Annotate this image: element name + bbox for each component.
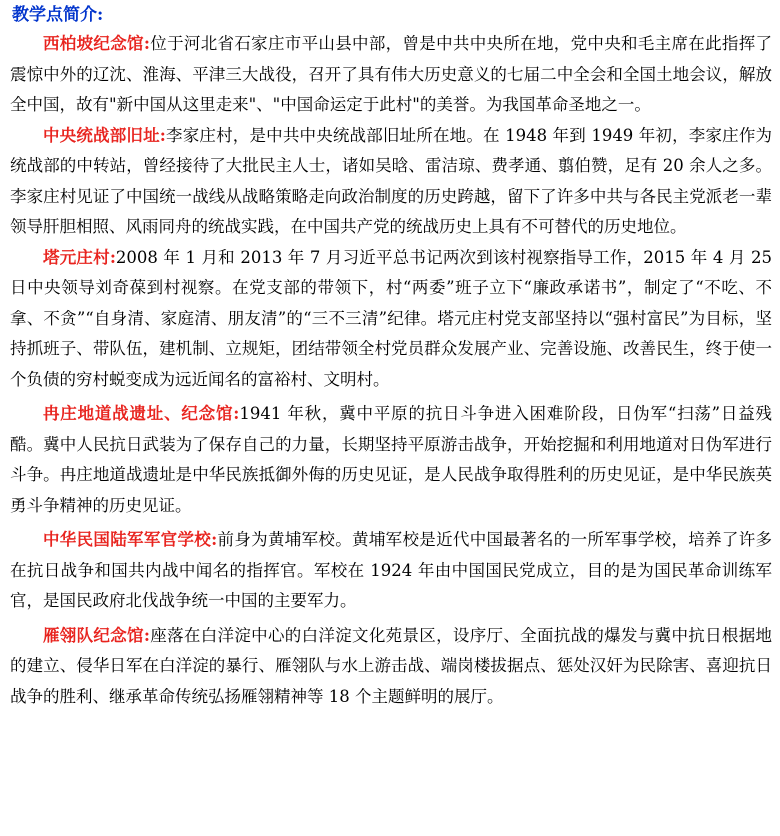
section-tayuanzhuang — [10, 243, 772, 396]
section-text: 位于河北省石家庄市平山县中部，曾是中共中央所在地，党中央和毛主席在此指挥了震惊中外的辽沈、淮海、平津三大战役，召开了具有伟大历史意义的七届二中全会和全国土地会议，解放全中国，故有"新中国从这里走来"、"中国命运定于此村"的美誉。为我国革命圣地之一。 — [10, 34, 773, 114]
section-title: 中央统战部旧址: — [43, 125, 166, 145]
section-title: 中华民国陆军军官学校: — [43, 530, 218, 549]
page-heading: 教学点简介: — [12, 5, 104, 25]
section-text: 1941 年秋，冀中平原的抗日斗争进入困难阶段，日伪军“扫荡”日益残酷。冀中人民抗日武装为了保存自己的力量，长期坚持平原游击战争，开始挖掘和利用地道对日伪军进行斗争。冉庄地道战遗址是中华民族抵御外侮的历史见证，是人民战争取得胜利的历史见证，是中华民族英勇斗争精神的历史见证。 — [10, 404, 773, 515]
section-ranzhuang-tunnel — [10, 399, 772, 521]
section-text: 2008 年 1 月和 2013 年 7 月习近平总书记两次到该村视察指导工作，2015 年 4 月 25 日中央领导刘奇葆到村视察。在党支部的带领下，村“两委”班子立下“廉政承诺书”，制定了“不吃、不拿、不贪”“自身清、家庭清、朋友清”的“三不三清”纪律。塔元庄村党支部坚持以“强村富民”为目标，坚持抓班子、带队伍，建机制、立规矩，团结带领全村党员群众发展产业、完善设施、改善民生，终于使一个负债的穷村蜕变成为远近闻名的富裕村、文明村。 — [10, 247, 773, 389]
section-text: 李家庄村，是中共中央统战部旧址所在地。在 1948 年到 1949 年初，李家庄作为统战部的中转站，曾经接待了大批民主人士，诸如吴晗、雷洁琼、费孝通、翦伯赞，足有 20 余人之多。李家庄村见证了中国统一战线从战略策略走向政治制度的历史跨越，留下了许多中共与各民主党派老一辈领导肝胆相照、风雨同舟的统战实践，在中国共产党的统战历史上具有不可替代的历史地位。 — [10, 125, 773, 236]
section-title: 塔元庄村: — [43, 247, 116, 267]
section-united-front-site — [10, 121, 772, 243]
section-text: 前身为黄埔军校。黄埔军校是近代中国最著名的一所军事学校，培养了许多在抗日战争和国共内战中闻名的指挥官。军校在 1924 年由中国国民党成立，目的是为国民革命训练军官，是国民政府北伐战争统一中国的主要军力。 — [10, 530, 773, 610]
section-title: 雁翎队纪念馆: — [43, 625, 150, 645]
section-text: 座落在白洋淀中心的白洋淀文化苑景区，设序厅、全面抗战的爆发与冀中抗日根据地的建立、侵华日军在白洋淀的暴行、雁翎队与水上游击战、端岗楼拔据点、惩处汉奸为民除害、喜迎抗日战争的胜利、继承革命传统弘扬雁翎精神等 18 个主题鲜明的展厅。 — [10, 625, 773, 706]
section-yanling-team — [10, 621, 772, 713]
section-whampoa-academy — [10, 525, 772, 617]
section-xibaipo — [10, 29, 772, 121]
section-title: 西柏坡纪念馆: — [43, 34, 150, 53]
section-title: 冉庄地道战遗址、纪念馆: — [43, 404, 240, 423]
